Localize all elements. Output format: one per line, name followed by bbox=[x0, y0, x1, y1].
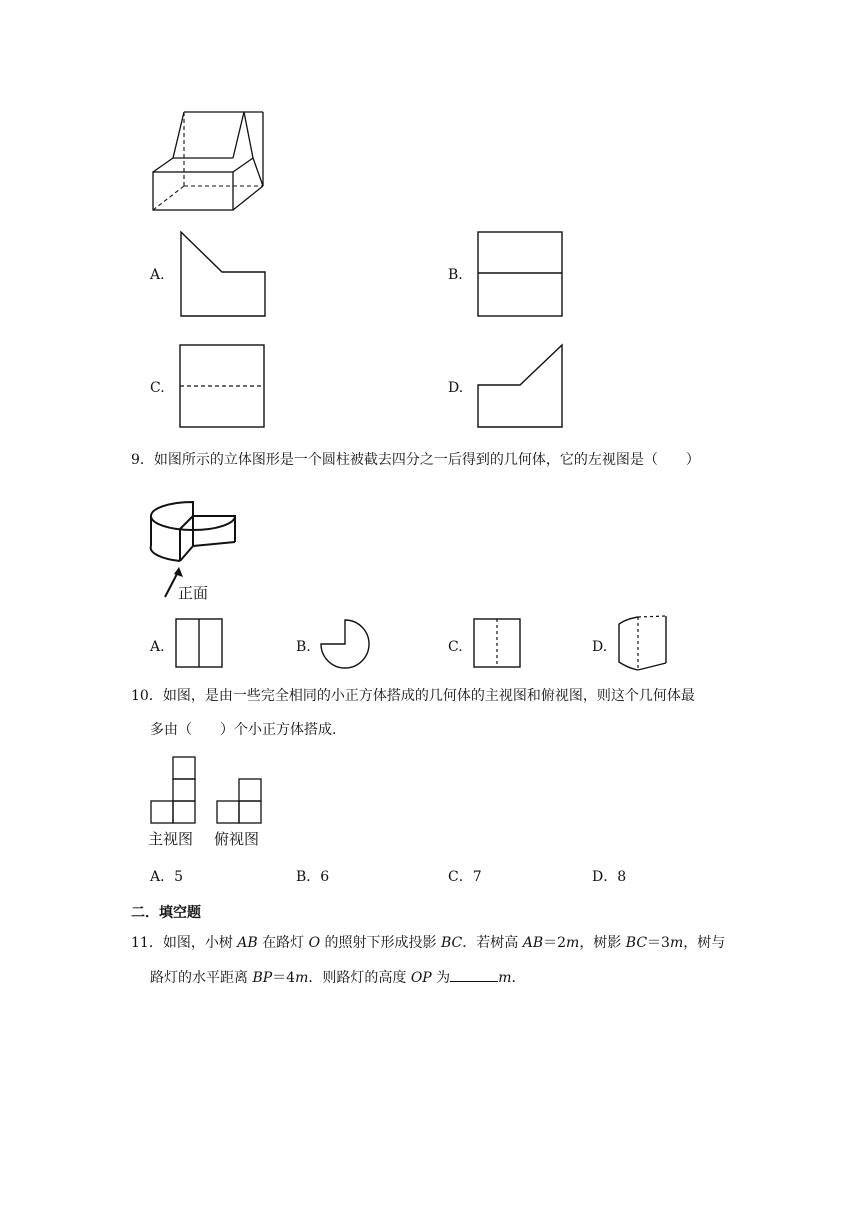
q11-text-segment: ．若树高 bbox=[462, 935, 523, 951]
q9-option-d-figure[interactable] bbox=[616, 614, 670, 672]
q11-unit-m: m bbox=[669, 935, 684, 951]
q10-option-b-label: B． bbox=[296, 869, 321, 885]
q10-option-d-label: D． bbox=[592, 869, 618, 885]
q11-unit-m: m bbox=[566, 935, 580, 951]
q9-option-a-label[interactable]: A. bbox=[150, 639, 165, 655]
q11-unit-m: m bbox=[295, 970, 309, 986]
q11-text-segment: 的照射下形成投影 bbox=[320, 935, 441, 951]
q10-option-a-label: A． bbox=[150, 869, 175, 885]
q11-var-op: OP bbox=[410, 970, 432, 986]
q8-option-a-label[interactable]: A. bbox=[150, 267, 165, 283]
q9-front-label: 正面 bbox=[178, 584, 209, 602]
q11-var-bc: BC bbox=[625, 935, 648, 951]
q10-front-view-figure bbox=[150, 756, 200, 824]
q10-top-view-label: 俯视图 bbox=[214, 830, 260, 848]
q11-text-segment: ＝4 bbox=[272, 970, 296, 986]
q11-question-line2 bbox=[150, 967, 525, 988]
q10-question-line2 bbox=[150, 720, 346, 740]
q8-option-b-label[interactable]: B. bbox=[448, 267, 463, 283]
q9-number: 9． bbox=[131, 452, 154, 468]
q10-option-c-value: 7 bbox=[472, 869, 482, 885]
q10-stem-line2: 多由（ ）个小正方体搭成． bbox=[150, 722, 346, 738]
q10-option-c-label: C． bbox=[448, 869, 473, 885]
q8-option-d-figure[interactable] bbox=[476, 343, 566, 431]
q10-stem-line1: 如图，是由一些完全相同的小正方体搭成的几何体的主视图和俯视图，则这个几何体最 bbox=[162, 688, 695, 704]
q8-option-c-figure[interactable] bbox=[178, 343, 268, 431]
q8-option-c-label[interactable]: C. bbox=[150, 380, 165, 396]
q10-option-b-value: 6 bbox=[320, 869, 330, 885]
q10-option-a-value: 5 bbox=[174, 869, 184, 885]
q10-option-d[interactable] bbox=[592, 869, 626, 885]
q10-option-c[interactable] bbox=[448, 869, 482, 885]
q9-option-b-figure[interactable] bbox=[319, 618, 373, 670]
q11-text-segment: ，树影 bbox=[579, 935, 626, 951]
q10-front-view-label: 主视图 bbox=[148, 830, 194, 848]
q9-question-text bbox=[131, 450, 700, 470]
q11-var-ab: AB bbox=[522, 935, 544, 951]
q8-option-a-figure[interactable] bbox=[178, 230, 268, 318]
q11-var-o: O bbox=[308, 935, 321, 951]
q10-number: 10． bbox=[131, 688, 163, 704]
q11-text-segment: ． bbox=[511, 970, 526, 986]
q10-option-a[interactable] bbox=[150, 869, 183, 885]
q8-option-b-figure[interactable] bbox=[476, 230, 566, 318]
q11-text-segment: ＝2 bbox=[543, 935, 567, 951]
q10-question-line1 bbox=[131, 686, 695, 706]
q10-option-b[interactable] bbox=[296, 869, 329, 885]
q8-solid-figure bbox=[148, 108, 268, 218]
q10-top-view-figure bbox=[216, 778, 266, 824]
q11-text-segment: 在路灯 bbox=[257, 935, 309, 951]
q11-number: 11． bbox=[131, 935, 163, 951]
q11-answer-blank[interactable] bbox=[450, 967, 498, 982]
q8-option-d-label[interactable]: D. bbox=[448, 380, 464, 396]
q9-option-c-label[interactable]: C. bbox=[448, 639, 463, 655]
q9-option-a-figure[interactable] bbox=[175, 618, 225, 670]
section-title-fill-in: 二．填空题 bbox=[131, 905, 201, 921]
q11-text-segment: ，树与 bbox=[683, 935, 726, 951]
q11-var-ab: AB bbox=[237, 935, 258, 951]
q11-var-bc: BC bbox=[440, 935, 463, 951]
q9-option-d-label[interactable]: D. bbox=[592, 639, 608, 655]
q11-question-line1 bbox=[131, 933, 725, 953]
q11-text-segment: 路灯的水平距离 bbox=[150, 970, 253, 986]
q9-option-c-figure[interactable] bbox=[473, 618, 523, 670]
q11-text-segment: 为 bbox=[431, 970, 451, 986]
q11-answer-unit: m bbox=[498, 970, 512, 986]
q11-text-segment: 如图，小树 bbox=[162, 935, 238, 951]
q9-option-b-label[interactable]: B. bbox=[296, 639, 311, 655]
q11-text-segment: ＝3 bbox=[647, 935, 670, 951]
q11-text-segment: ．则路灯的高度 bbox=[308, 970, 411, 986]
q10-option-d-value: 8 bbox=[617, 869, 627, 885]
q9-stem: 如图所示的立体图形是一个圆柱被截去四分之一后得到的几何体，它的左视图是（ ） bbox=[153, 452, 700, 468]
q11-var-bp: BP bbox=[252, 970, 273, 986]
